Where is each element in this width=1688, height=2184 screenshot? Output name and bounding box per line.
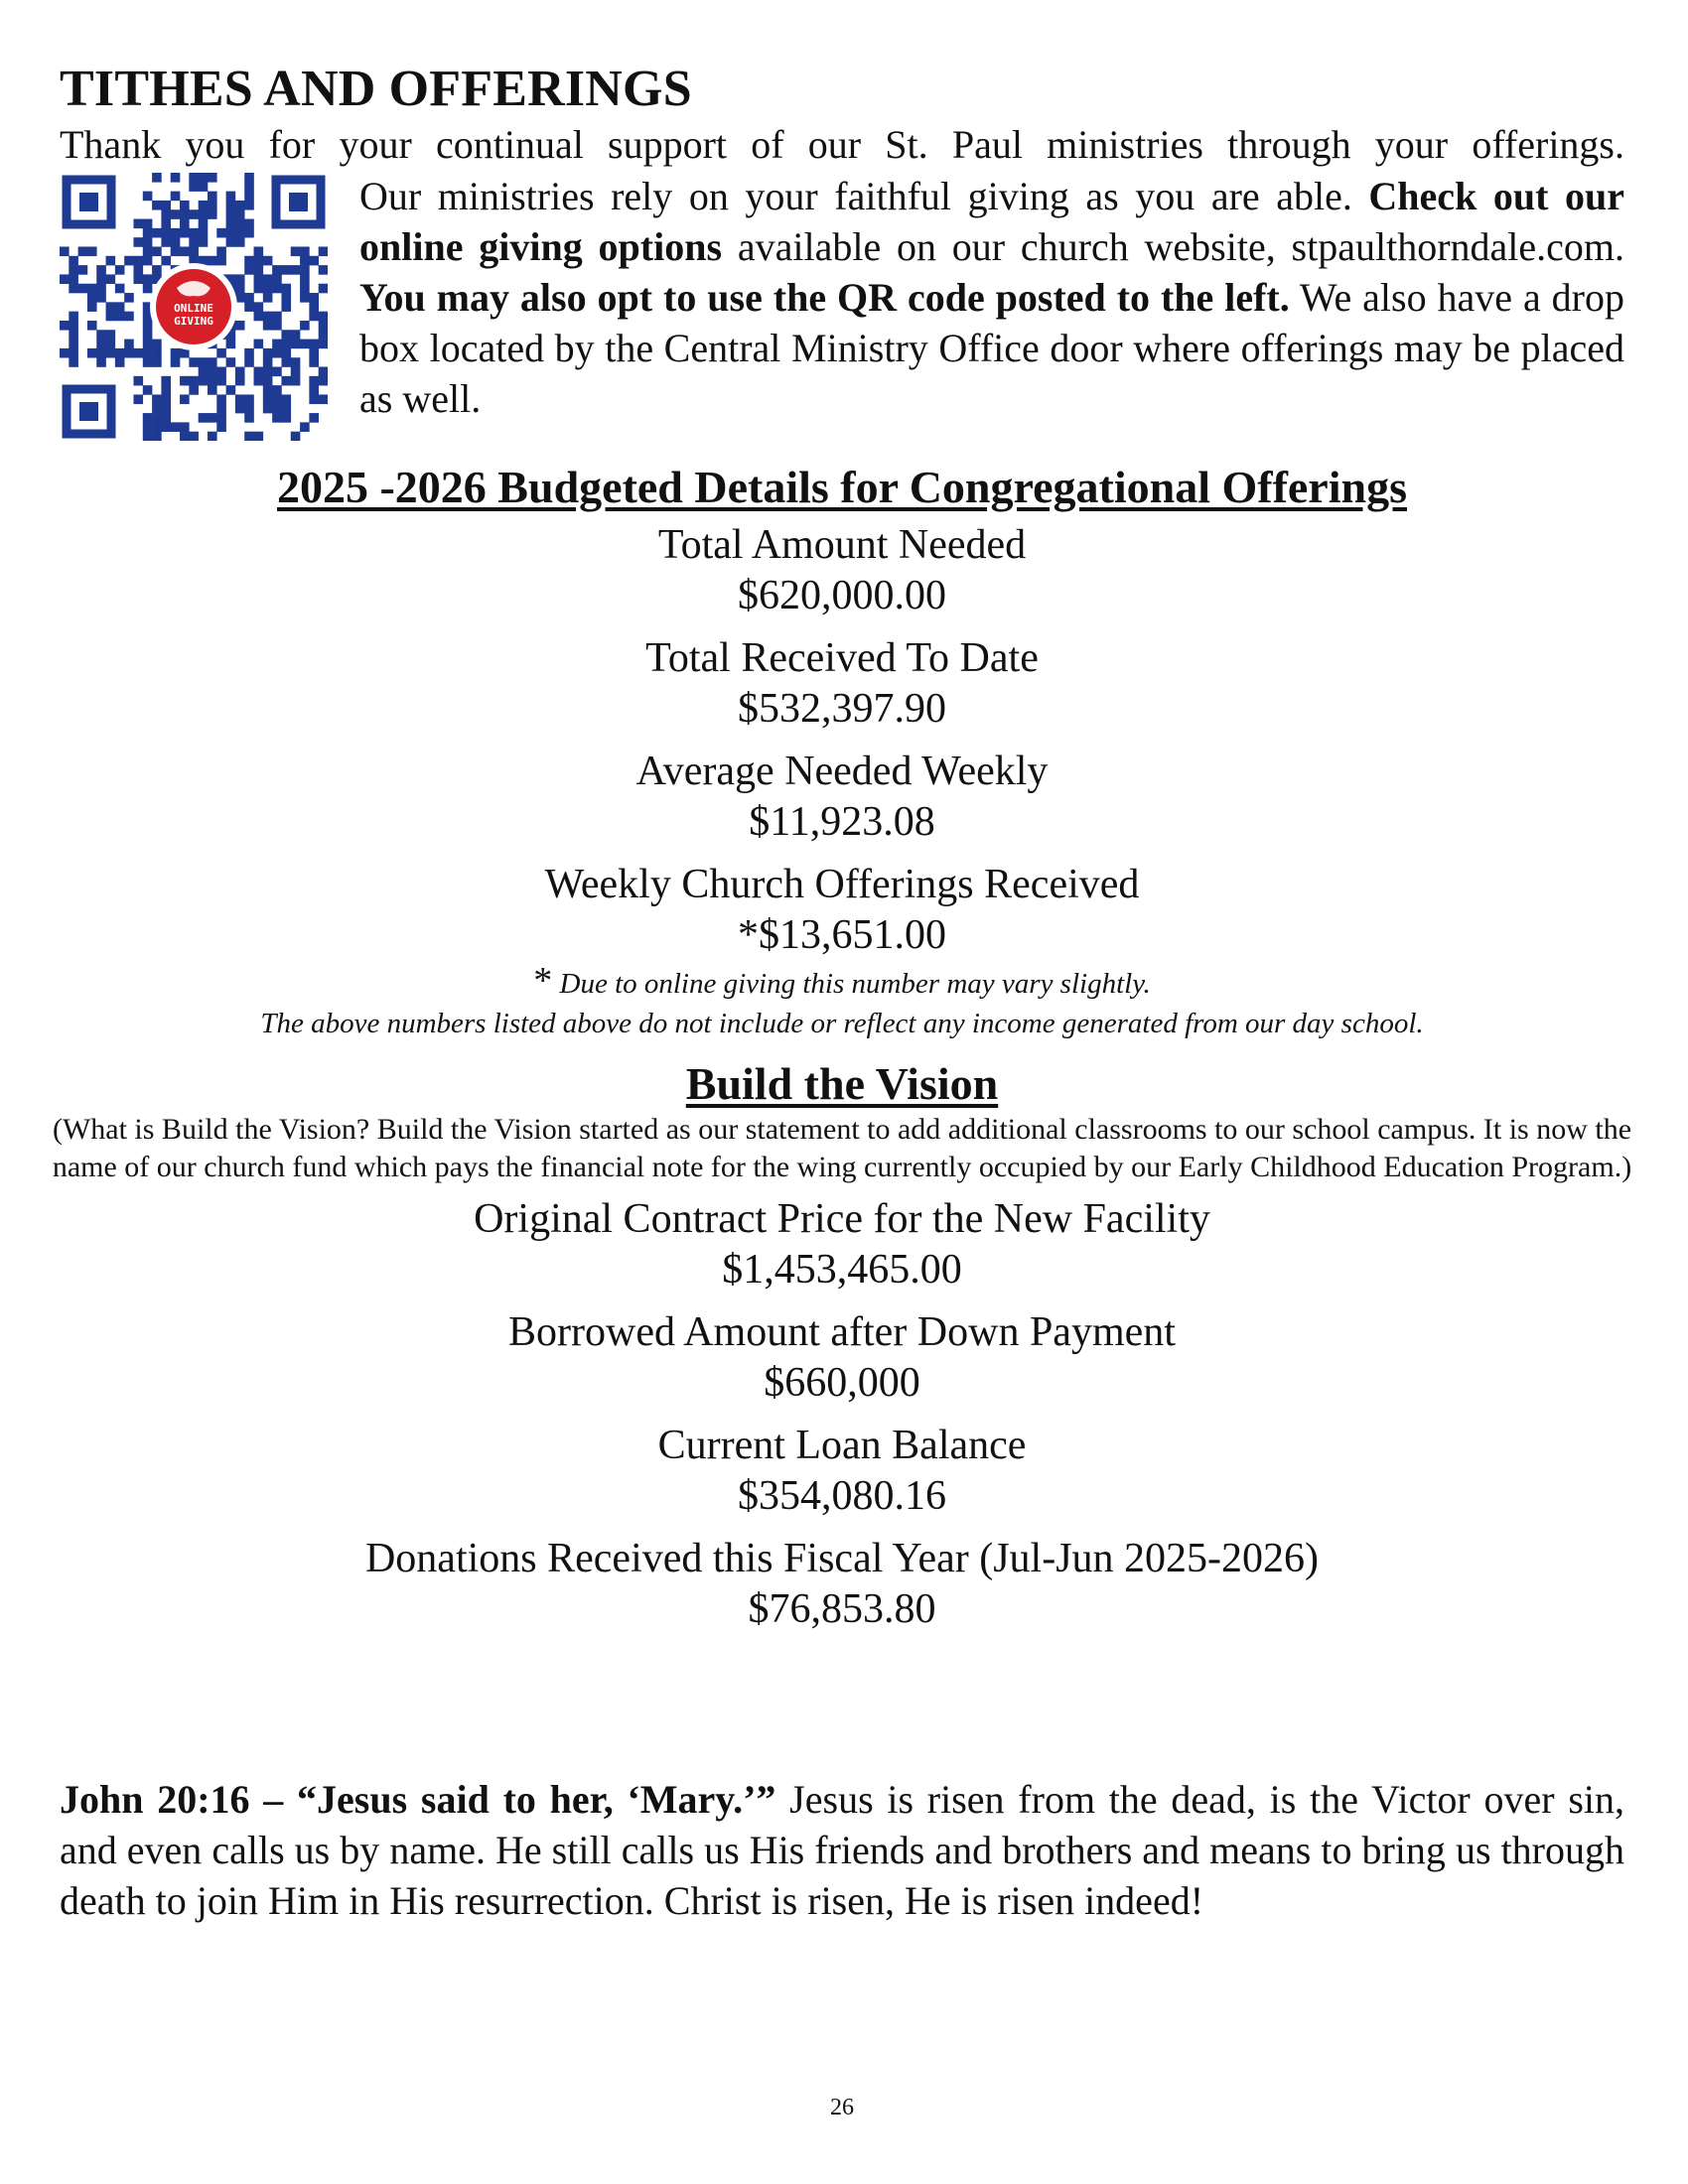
budget-label-total-needed: Total Amount Needed xyxy=(657,522,1027,568)
vision-label-loan-balance: Current Loan Balance xyxy=(657,1423,1027,1468)
vision-item xyxy=(60,1194,1624,1296)
closing-verse: John 20:16 – “Jesus said to her, ‘Mary.’” xyxy=(60,1777,776,1822)
intro-block xyxy=(60,171,1624,429)
budget-heading: 2025 -2026 Budgeted Details for Congregational Offerings xyxy=(276,462,1407,512)
vision-description: (What is Build the Vision? Build the Vision started as our statement to add additional classrooms to our school campus. It is now the name of our church fund which pays the financial note for the wing currently occupied by our Early Childhood Education Program.) xyxy=(52,1113,1632,1183)
budget-item xyxy=(60,747,1624,848)
budget-label-weekly-received: Weekly Church Offerings Received xyxy=(544,862,1140,907)
budget-note-1 xyxy=(60,961,1624,1004)
page-number: 26 xyxy=(830,2095,854,2120)
intro-text-qr-note: You may also opt to use the QR code posted to the left. xyxy=(359,275,1290,320)
budget-value-weekly-received: *$13,651.00 xyxy=(738,912,946,958)
vision-value-loan-balance: $354,080.16 xyxy=(738,1473,946,1519)
note-asterisk: * xyxy=(533,960,553,1002)
budget-label-weekly-needed: Average Needed Weekly xyxy=(635,749,1049,794)
note-online-giving: Due to online giving this number may vary slightly. xyxy=(559,968,1151,1000)
budget-value-weekly-needed: $11,923.08 xyxy=(749,799,935,845)
qr-code-icon[interactable] xyxy=(60,173,328,441)
budget-item xyxy=(60,520,1624,621)
vision-value-borrowed: $660,000 xyxy=(764,1360,920,1406)
budget-item xyxy=(60,633,1624,735)
budget-label-received: Total Received To Date xyxy=(645,635,1039,681)
badge-text-line1: ONLINE xyxy=(174,302,213,315)
intro-text-website: available on our church website, stpaulthorndale.com. xyxy=(722,224,1624,269)
vision-value-donations: $76,853.80 xyxy=(748,1586,936,1632)
bulletin-page xyxy=(52,60,1632,2144)
vision-label-borrowed: Borrowed Amount after Down Payment xyxy=(508,1309,1176,1355)
vision-item xyxy=(60,1421,1624,1522)
vision-label-donations: Donations Received this Fiscal Year (Jul-Jun 2025-2026) xyxy=(364,1536,1320,1581)
badge-text-line2: GIVING xyxy=(174,315,213,328)
vision-item xyxy=(60,1307,1624,1409)
page-title: TITHES AND OFFERINGS xyxy=(60,61,692,117)
intro-paragraph xyxy=(359,171,1624,424)
intro-text-online-giving: Check out our online giving options xyxy=(359,174,1625,269)
vision-value-contract: $1,453,465.00 xyxy=(722,1247,962,1293)
vision-heading: Build the Vision xyxy=(685,1058,999,1109)
budget-item xyxy=(60,860,1624,961)
closing-paragraph xyxy=(60,1774,1624,1926)
intro-first-line: Thank you for your continual support of our St. Paul ministries through your offerings. xyxy=(60,122,1624,167)
budget-value-received: $532,397.90 xyxy=(738,686,946,732)
intro-text-drop-box: We also have a drop box located by the Central Ministry Office door where offerings may be placed as well. xyxy=(359,275,1624,421)
intro-text-1: Our ministries rely on your faithful giving as you are able. xyxy=(359,174,1369,218)
budget-value-total-needed: $620,000.00 xyxy=(738,573,946,618)
vision-label-contract: Original Contract Price for the New Facility xyxy=(474,1196,1210,1242)
closing-text: Jesus is risen from the dead, is the Victor over sin, and even calls us by name. He still calls us His friends and brothers and means to bring us through death to join Him in His resurrection. Christ is risen, He is risen indeed! xyxy=(60,1777,1624,1923)
budget-note-2: The above numbers listed above do not include or reflect any income generated from our day school. xyxy=(260,1008,1424,1039)
vision-item xyxy=(60,1534,1624,1635)
